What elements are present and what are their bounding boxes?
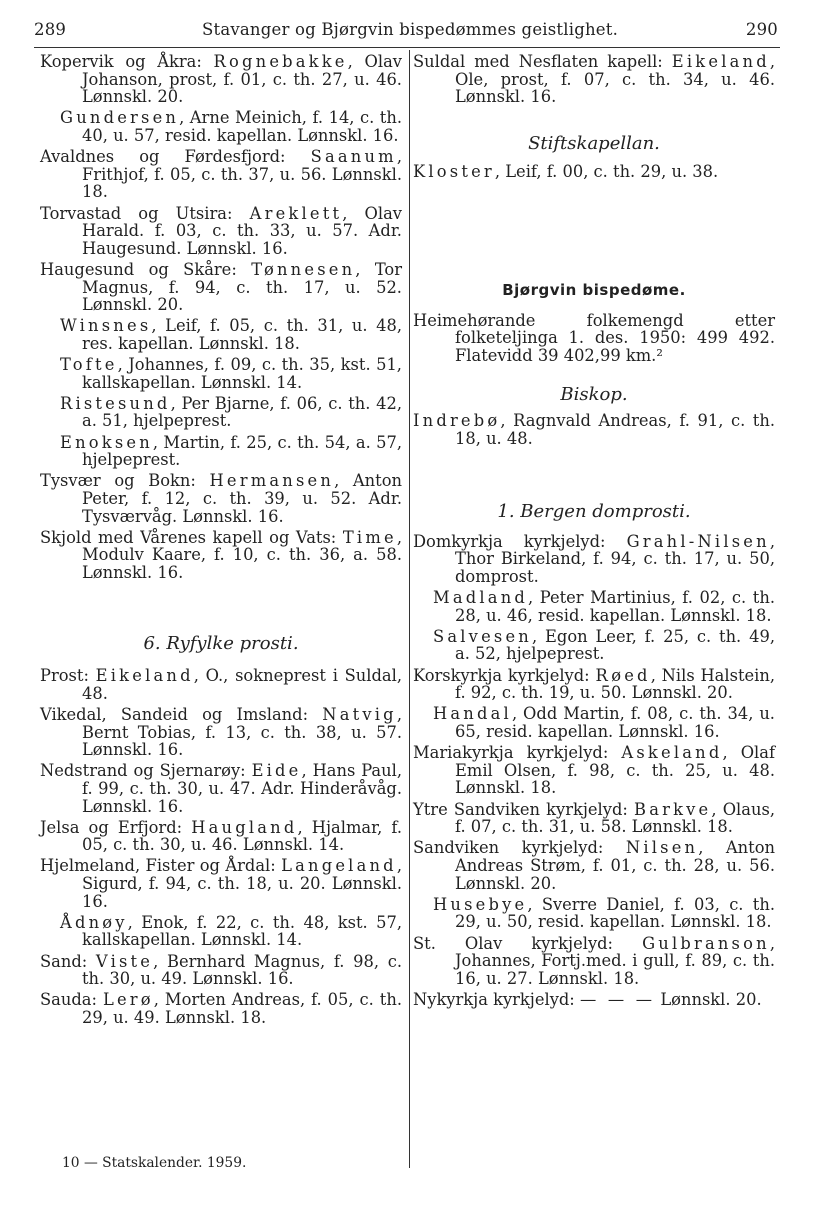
surname: Time <box>342 527 397 547</box>
entry-details: , Anton Andreas Strøm, f. 01, c. th. 28, u. 56. Lønnskl. 20. <box>455 838 775 893</box>
surname: Saanum <box>310 147 397 167</box>
parish-label: Suldal med Nesflaten kapell: <box>413 52 672 71</box>
entry-details: , Hjalmar, f. 05, c. th. 30, u. 46. Lønnskl. 14. <box>82 817 403 855</box>
parish-label: Skjold med Vårenes kapell og Vats: <box>40 527 343 547</box>
parish-label: Torvastad og Utsira: <box>40 203 250 223</box>
kopervik-entries <box>40 53 402 582</box>
surname: Eikeland <box>95 666 194 686</box>
clergy-entry <box>413 533 775 586</box>
bergen-entries <box>413 533 775 1009</box>
clergy-entry <box>40 991 402 1026</box>
parish-label: Avaldnes og Førdesfjord: <box>40 147 311 167</box>
ryfylke-entries <box>40 667 402 1026</box>
surname: Winsnes <box>60 316 152 336</box>
parish-label: Tysvær og Bokn: <box>40 471 210 491</box>
parish-label: Ytre Sandviken kyrkjelyd: <box>413 799 635 819</box>
clergy-entry <box>40 706 402 759</box>
clergy-entry <box>413 628 775 663</box>
parish-label: Vikedal, Sandeid og Imsland: <box>40 704 323 724</box>
parish-label: Kopervik og Åkra: <box>40 52 214 71</box>
clergy-entry <box>40 762 402 815</box>
clergy-entry <box>40 472 402 525</box>
page-number-right: 290 <box>745 20 778 39</box>
surname: Gundersen <box>60 108 180 128</box>
stiftskapellan-heading: Stiftskapellan. <box>528 133 660 155</box>
clergy-entry <box>40 53 402 106</box>
parish-label: Nedstrand og Sjernarøy: <box>40 761 252 781</box>
surname: Tofte <box>60 355 118 375</box>
entry-details: , Leif, f. 05, c. th. 31, u. 48, res. kapellan. Lønnskl. 18. <box>82 316 402 353</box>
clergy-entry <box>413 53 775 106</box>
column-divider <box>409 50 410 1168</box>
entry-details: , Sigurd, f. 94, c. th. 18, u. 20. Lønnskl. 16. <box>82 856 402 911</box>
surname: Askeland <box>621 743 723 763</box>
clergy-entry <box>40 148 402 201</box>
parish-label: Jelsa og Erfjord: <box>40 817 192 837</box>
surname: Viste <box>95 951 154 971</box>
running-title: Stavanger og Bjørgvin bispedømmes geistlighet. <box>202 20 619 39</box>
clergy-entry <box>40 395 402 430</box>
parish-label: Sauda: <box>40 990 103 1010</box>
bjorgvin-heading: Bjørgvin bispedøme. <box>502 280 686 299</box>
parish-label: Sand: <box>40 951 96 971</box>
entry-details: , Bernhard Magnus, f. 98, c. th. 30, u. 49. Lønnskl. 16. <box>82 951 402 989</box>
parish-label: St. Olav kyrkjelyd: <box>413 933 643 953</box>
entry-details: , Johannes, f. 09, c. th. 35, kst. 51, kallskapellan. Lønnskl. 14. <box>82 355 402 392</box>
surname: Gulbranson <box>642 933 770 953</box>
clergy-entry <box>413 991 775 1009</box>
clergy-entry <box>40 529 402 582</box>
surname: Indrebø <box>413 410 501 430</box>
clergy-entry <box>40 109 402 144</box>
entry-details: , Ragnvald Andreas, f. 91, c. th. 18, u. 48. <box>455 410 775 448</box>
page-footer: 10 — Statskalender. 1959. <box>62 1155 247 1171</box>
surname: Hermansen <box>209 471 335 491</box>
clergy-entry <box>413 705 775 740</box>
biskop-heading: Biskop. <box>560 383 628 405</box>
entry-details: , Morten Andreas, f. 05, c. th. 29, u. 49. Lønnskl. 18. <box>82 990 403 1027</box>
clergy-entry <box>40 205 402 258</box>
entry-details: , Martin, f. 25, c. th. 54, a. 57, hjelpeprest. <box>82 432 402 470</box>
clergy-entry <box>40 317 402 352</box>
clergy-entry <box>413 744 775 797</box>
surname: Eide <box>251 761 302 781</box>
entry-details: , Olaus, f. 07, c. th. 31, u. 58. Lønnskl. 18. <box>455 799 775 837</box>
entry-details: , Odd Martin, f. 08, c. th. 34, u. 65, resid. kapellan. Lønnskl. 16. <box>455 704 775 742</box>
entry-details: , Hans Paul, f. 99, c. th. 30, u. 47. Adr. Hinderåvåg. Lønnskl. 16. <box>82 761 402 816</box>
surname: Langeland <box>281 856 397 876</box>
parish-label: Nykyrkja kyrkjelyd: <box>413 989 580 1009</box>
entry-details: , Tor Magnus, f. 94, c. th. 17, u. 52. Lønnskl. 20. <box>82 259 403 315</box>
surname: Kloster <box>413 162 495 182</box>
surname: Natvig <box>322 704 397 724</box>
entry-details: , Olav Harald. f. 03, c. th. 33, u. 57. Adr. Haugesund. Lønnskl. 16. <box>82 203 402 258</box>
clergy-entry <box>413 801 775 836</box>
parish-label: Hjelmeland, Fister og Årdal: <box>40 856 282 876</box>
entry-details: Lønnskl. 20. <box>655 989 762 1009</box>
surname: Enoksen <box>60 432 153 452</box>
entry-details: , Nils Halstein, f. 92, c. th. 19, u. 50. Lønnskl. 20. <box>455 665 775 703</box>
bjorgvin-intro: Heimehørande folkemengd etter folketeljinga 1. des. 1950: 499 492. Flatevidd 39 402,99 km.² <box>413 310 775 365</box>
surname: Ristesund <box>60 393 171 413</box>
entry-details: , Olaf Emil Olsen, f. 98, c. th. 25, u. 48. Lønnskl. 18. <box>455 743 775 798</box>
clergy-entry <box>40 819 402 854</box>
surname: Grahl-Nilsen <box>626 531 770 551</box>
parish-label: Korskyrkja kyrkjelyd: <box>413 665 596 685</box>
entry-details: , Sverre Daniel, f. 03, c. th. 29, u. 50, resid. kapellan. Lønnskl. 18. <box>455 894 775 932</box>
parish-label: Prost: <box>40 666 96 686</box>
surname: Eikeland <box>671 52 770 71</box>
clergy-entry <box>413 589 775 624</box>
entry-details: , Olav Johanson, prost, f. 01, c. th. 27, u. 46. Lønnskl. 20. <box>82 52 402 107</box>
parish-label: Sandviken kyrkjelyd: <box>413 838 626 858</box>
clergy-entry <box>40 434 402 469</box>
entry-details: , Thor Birkeland, f. 94, c. th. 17, u. 50, domprost. <box>455 531 775 586</box>
stiftskapellan-entries <box>413 163 775 181</box>
clergy-entry <box>40 857 402 910</box>
clergy-entry <box>413 163 775 181</box>
parish-label: Mariakyrkja kyrkjelyd: <box>413 743 622 763</box>
entry-details: , Anton Peter, f. 12, c. th. 39, u. 52. Adr. Tysværvåg. Lønnskl. 16. <box>82 471 402 526</box>
clergy-entry <box>413 412 775 447</box>
surname: Røed <box>595 665 651 685</box>
page-number-left: 289 <box>34 20 67 39</box>
surname: Nilsen <box>625 838 699 858</box>
page-header <box>34 20 778 46</box>
entry-details: , O., sokneprest i Suldal, 48. <box>82 666 402 703</box>
bergen-heading: 1. Bergen domprosti. <box>497 500 691 522</box>
clergy-entry <box>413 896 775 931</box>
surname: Handal <box>433 704 512 724</box>
entry-details: , Bernt Tobias, f. 13, c. th. 38, u. 57. Lønnskl. 16. <box>82 704 402 760</box>
surname: Lerø <box>102 990 154 1010</box>
ryfylke-heading: 6. Ryfylke prosti. <box>143 633 299 655</box>
entry-details: , Per Bjarne, f. 06, c. th. 42, a. 51, hjelpeprest. <box>82 393 402 431</box>
surname: Madland <box>433 588 529 608</box>
clergy-entry <box>413 935 775 988</box>
clergy-entry <box>413 667 775 702</box>
surname: Areklett <box>249 203 343 223</box>
entry-details: , Egon Leer, f. 25, c. th. 49, a. 52, hjelpeprest. <box>455 626 775 664</box>
clergy-entry <box>40 953 402 988</box>
surname: Salvesen <box>433 626 532 646</box>
surname: Husebye <box>433 894 528 914</box>
left-column <box>40 53 402 1030</box>
surname: Barkve <box>634 799 712 819</box>
right-column <box>413 53 775 1012</box>
surname: Ådnøy <box>60 912 128 932</box>
entry-details: , Johannes, Fortj.med. i gull, f. 89, c. th. 16, u. 27. Lønnskl. 18. <box>455 933 775 988</box>
biskop-entries <box>413 412 775 447</box>
clergy-entry <box>40 356 402 391</box>
surname: — — — <box>579 989 656 1009</box>
clergy-entry <box>40 914 402 949</box>
entry-details: , Frithjof, f. 05, c. th. 37, u. 56. Lønnskl. 18. <box>82 147 402 202</box>
clergy-entry <box>413 839 775 892</box>
header-rule <box>34 47 780 48</box>
entry-details: , Arne Meinich, f. 14, c. th. 40, u. 57, resid. kapellan. Lønnskl. 16. <box>82 108 402 145</box>
clergy-entry <box>40 261 402 314</box>
clergy-entry <box>40 667 402 702</box>
parish-label: Domkyrkja kyrkjelyd: <box>413 531 627 551</box>
suldal-entries <box>413 53 775 106</box>
entry-details: , Enok, f. 22, c. th. 48, kst. 57, kallskapellan. Lønnskl. 14. <box>82 912 402 950</box>
entry-details: , Leif, f. 00, c. th. 29, u. 38. <box>494 162 719 182</box>
surname: Rognebakke <box>213 52 348 71</box>
surname: Tønnesen <box>251 259 356 279</box>
entry-details: , Modulv Kaare, f. 10, c. th. 36, a. 58. Lønnskl. 16. <box>82 527 402 582</box>
entry-details: , Peter Martinius, f. 02, c. th. 28, u. 46, resid. kapellan. Lønnskl. 18. <box>455 588 775 625</box>
entry-details: , Ole, prost, f. 07, c. th. 34, u. 46. Lønnskl. 16. <box>455 52 775 107</box>
surname: Haugland <box>191 817 298 837</box>
parish-label: Haugesund og Skåre: <box>40 259 252 279</box>
